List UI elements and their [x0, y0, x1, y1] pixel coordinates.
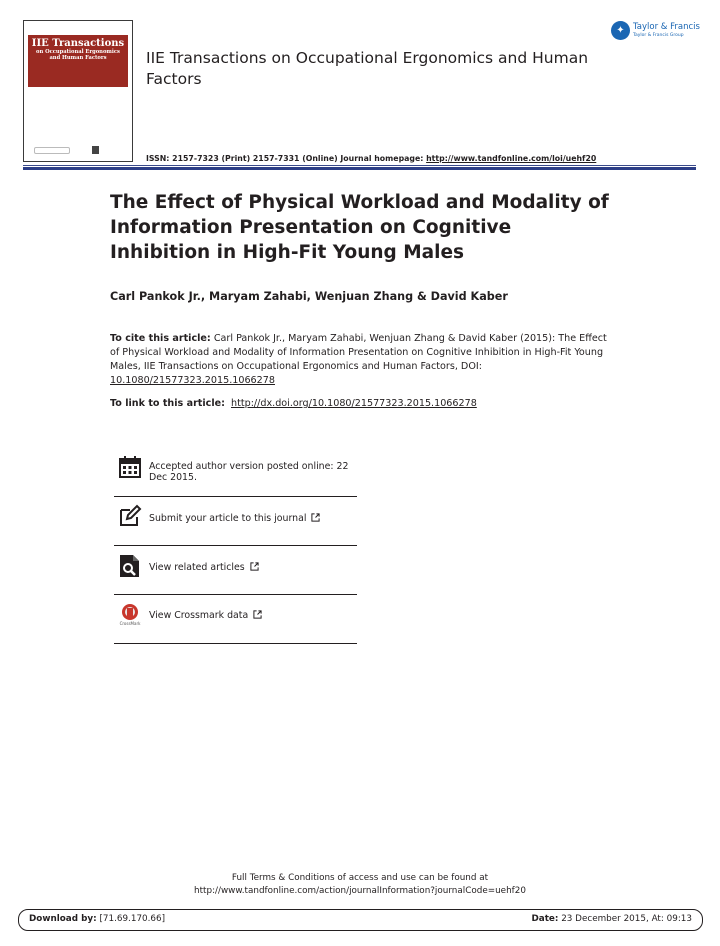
journal-cover-image: [23, 20, 133, 162]
cover-footer: [28, 145, 128, 157]
cover-title-band: [28, 35, 128, 87]
external-link-icon: [253, 610, 262, 619]
article-title: The Effect of Physical Workload and Modality of Information Presentation on Cognitive Inhibition in High-Fit Young Males: [110, 192, 609, 263]
issn-line: [146, 154, 596, 163]
submit-article-label: [149, 513, 320, 524]
terms-text: Full Terms & Conditions of access and use can be found at: [231, 873, 489, 883]
download-date-label: Date:: [531, 914, 559, 924]
crossmark-text: View Crossmark data: [149, 610, 249, 621]
download-date-value: 23 December 2015, At: 09:13: [561, 914, 692, 924]
citation-doi-link[interactable]: 10.1080/21577323.2015.1066278: [110, 375, 275, 386]
edit-icon: [118, 504, 142, 528]
terms-link[interactable]: http://www.tandfonline.com/action/journalInformation?journalCode=uehf20: [194, 886, 526, 896]
external-link-icon: [250, 562, 259, 571]
citation-label: To cite this article:: [110, 333, 211, 344]
download-by-value: [71.69.170.66]: [99, 914, 166, 924]
download-by-label: Download by:: [29, 914, 97, 924]
accepted-version-text: Accepted author version posted online: 22 Dec 2015.: [149, 461, 349, 483]
submit-article-text: Submit your article to this journal: [149, 513, 307, 524]
publisher-subtitle: Taylor & Francis Group: [633, 33, 684, 38]
header-divider-thin: [23, 165, 696, 166]
external-link-icon: [311, 513, 320, 522]
header-divider-thick: [23, 167, 696, 170]
calendar-icon: [118, 455, 142, 479]
cover-title: IIE Transactions: [31, 38, 125, 49]
tf-circle-icon: ✦: [611, 21, 630, 40]
crossmark-label: [149, 610, 262, 621]
download-by: [29, 914, 165, 924]
svg-text:CrossMark: CrossMark: [119, 621, 141, 626]
related-articles-text: View related articles: [149, 562, 245, 573]
search-document-icon: [118, 554, 142, 578]
crossmark-icon: [118, 602, 142, 626]
publisher-logo[interactable]: [611, 20, 701, 42]
terms-block: [0, 872, 720, 898]
journal-title: IIE Transactions on Occupational Ergonomics and Human Factors: [146, 49, 589, 88]
related-articles-item[interactable]: [114, 547, 357, 595]
cover-subtitle-1: on Occupational Ergonomics: [36, 49, 120, 55]
article-link-line: [110, 398, 477, 409]
related-articles-label: [149, 562, 259, 573]
issn-text: ISSN: 2157-7323 (Print) 2157-7331 (Online) Journal homepage:: [146, 154, 424, 163]
accepted-version-item: [114, 452, 357, 497]
crossmark-item[interactable]: [114, 596, 357, 644]
cover-seal-icon: [34, 147, 70, 154]
cover-subtitle-2: and Human Factors: [49, 55, 107, 61]
citation-block: [110, 332, 615, 388]
citation-text: Carl Pankok Jr., Maryam Zahabi, Wenjuan Zhang & David Kaber (2015): The Effect of Physical Workload and Modality of Information Presentation on Cognitive Inhibition in High-Fit Young Males, IIE Transactions on Occupational Ergonomics and Human Factors, DOI:: [110, 333, 607, 372]
journal-homepage-link[interactable]: http://www.tandfonline.com/loi/uehf20: [426, 154, 597, 163]
submit-article-item[interactable]: [114, 498, 357, 546]
download-date: [531, 914, 692, 924]
download-info-bar: [18, 909, 703, 931]
article-doi-link[interactable]: http://dx.doi.org/10.1080/21577323.2015.1066278: [231, 398, 477, 409]
article-authors: Carl Pankok Jr., Maryam Zahabi, Wenjuan Zhang & David Kaber: [110, 290, 508, 303]
publisher-name: Taylor & Francis: [633, 22, 700, 32]
cover-publisher-logo-icon: [92, 146, 99, 154]
article-link-label: To link to this article:: [110, 398, 225, 409]
